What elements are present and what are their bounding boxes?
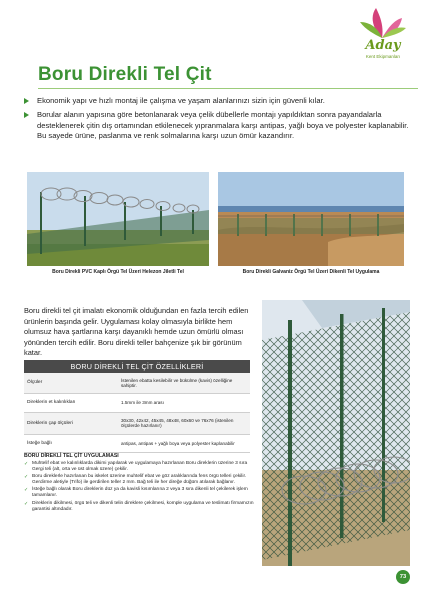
spec-table-header: BORU DİREKLİ TEL ÇİT ÖZELLİKLERİ [24,360,250,373]
check-icon: ✓ [24,461,29,467]
brand-name: Aday [365,38,401,53]
spec-label: Direklerin et kalınlıkları [24,393,118,412]
spec-table [24,360,250,453]
table-row [24,393,250,412]
usage-list [24,461,256,514]
photo-caption: Boru Direkli PVC Kaplı Örgü Tel Üzeri Helezon Jiletli Tel [52,269,184,275]
check-icon: ✓ [24,487,29,494]
arrow-bullet-icon [24,98,29,104]
usage-text: Boru direklerle hazırlanan bu iskelet üzerine muhtelif ebat ve göz aralıklarında fens örgü telleri çekilir. Gerdirme aletiyle (Trifo) ile gerdirilen teller 2 mm. Bağ teli ile her direğe düğüm atılarak bağlanır. [32,474,247,486]
spec-value: 30x30, 42x42, 45x45, 48x48, 60x60 ve 76x76 (istenilen ölçülerde hazırlanır) [118,412,250,434]
spec-value: 1.5mm ile 3mm arası [118,393,250,412]
list-item [24,474,256,486]
spec-label: İsteğe bağlı [24,434,118,452]
photo-barbed-wire-fence [218,172,404,266]
arrow-bullet-icon [24,112,29,118]
check-icon: ✓ [24,500,29,507]
bullet-text: Borular alanın yapısına göre betonlanarak veya çelik dübellerle montajı yapıldıktan sonra payandalarla desteklenerek çitin dış ortamından etkilenecek yıpranmalara karşı antipas, yağlı boya ve polyester kaplanabilir. Bu sayede ürüne, paslanma ve renk solmalarına karşı uzun ömür kazandırır. [37,110,409,141]
usage-text: Direklerin dikilmesi, örgü teli ve dikenli telin direklere çekilmesi, komple uygulama ve teslimatı firmamızın garantisi altındadır. [32,500,254,512]
table-row [24,434,250,452]
spec-value: antipas, antipas + yağlı boya veya polyester kaplanabilir [118,434,250,452]
leaf-flower-icon [344,6,420,40]
list-item [24,501,256,513]
table-row [24,412,250,434]
check-icon: ✓ [24,474,29,481]
list-item [24,487,256,499]
brand-logo [344,6,420,64]
usage-title: BORU DİREKLİ TEL ÇİT UYGULAMASI [24,453,119,459]
usage-text: İsteğe bağlı olarak Boru direklerin düz ya da kavisli kısımlarına 2 veya 3 sıra dikenli tel çekilerek işlem tamamlanır. [32,487,248,499]
spec-label: Direklerin çap ölçüleri [24,412,118,434]
photo-razor-wire-fence [27,172,209,266]
bullet-item [24,110,419,154]
bullet-item [24,96,419,108]
spec-label: Ölçüler [24,373,118,393]
photo-caption: Boru Direkli Galvaniz Örgü Tel Üzeri Dikenli Tel Uygulama [242,269,380,275]
bullet-text: Ekonomik yapı ve hızlı montaj ile çalışma ve yaşam alanlarınızı sizin için güvenli kılar. [37,96,325,105]
brand-tagline: Kent Ekipmanları [365,54,401,59]
intro-paragraph: Boru direkli tel çit imalatı ekonomik olduğundan en fazla tercih edilen ürünlerin başında gelir. Uygulaması kolay olmasıyla birlikte hem olumsuz hava şartlarına karşı dayanıklı hemde uzun ömürlü olması yönünden tercih edilir. Boru direkli teller bahçenize şık bir görünüm katar. [24,306,249,357]
page-title: Boru Direkli Tel Çit [38,64,212,85]
photo-fence-closeup [262,300,410,566]
list-item [24,461,256,473]
title-divider [38,88,418,89]
spec-value: İstenilen ebatta kesilebilir ve bükülme (kavis) özelliğine sahiptir. [118,373,250,393]
usage-text: Muhtelif ebat ve kalınlıklarda dikimi yapılarak ve uygulamaya hazırlanan Boru direklerin üzerine 3 sıra Gergi teli (alt, orta ve üst olmak üzere) çekilir. [32,461,248,473]
table-row [24,373,250,393]
page-number: 73 [396,570,410,584]
